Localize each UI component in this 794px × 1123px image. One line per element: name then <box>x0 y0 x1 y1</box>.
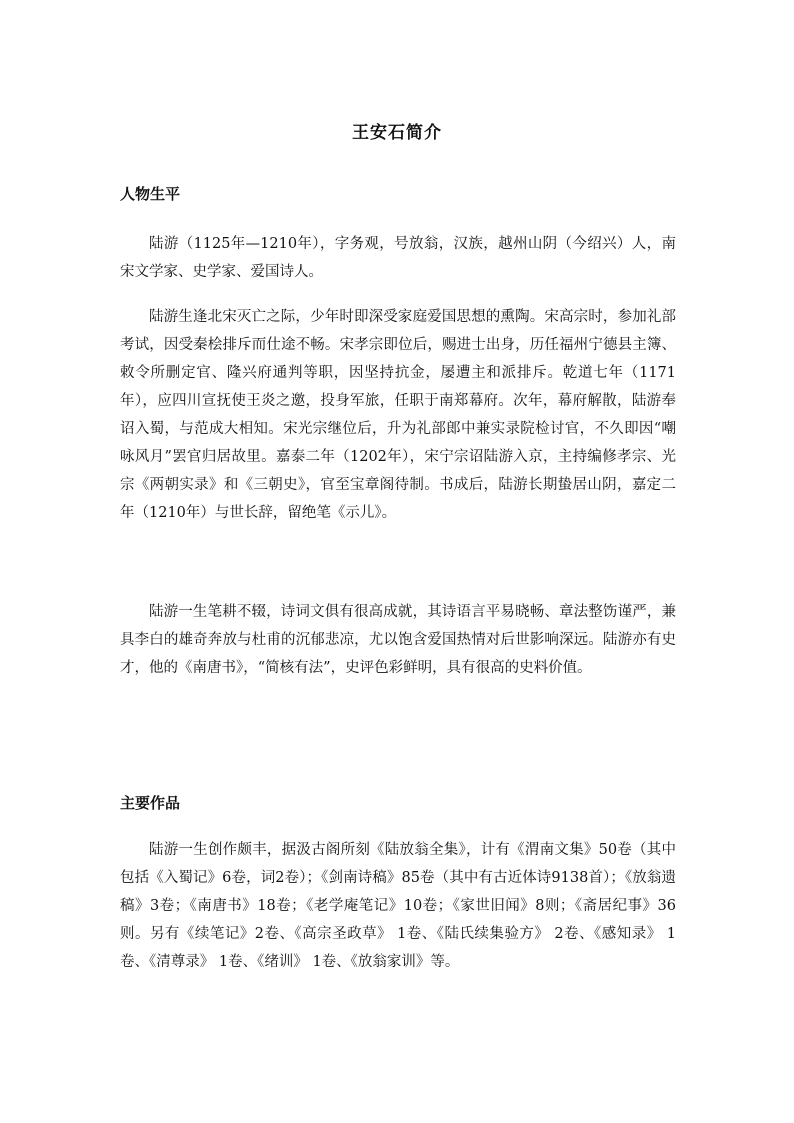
section-heading-works: 主要作品 <box>120 794 181 812</box>
section-heading-biography: 人物生平 <box>120 185 181 203</box>
page-title: 王安石简介 <box>352 123 442 143</box>
paragraph-achievements: 陆游一生笔耕不辍，诗词文俱有很高成就，其诗语言平易晓畅、章法整饬谨严，兼具李白的雄奇奔放与杜甫的沉郁悲凉，尤以饱含爱国热情对后世影响深远。陆游亦有史才，他的《南唐书》，“简核有法”，史评色彩鲜明，具有很高的史料价值。 <box>120 604 676 676</box>
paragraph-works: 陆游一生创作颇丰，据汲古阁所刻《陆放翁全集》，计有《渭南文集》50卷（其中包括《入蜀记》6卷，词2卷）；《剑南诗稿》85卷（其中有古近体诗9138首）；《放翁遗稿》3卷；《南唐书》18卷；《老学庵笔记》10卷；《家世旧闻》8则；《斋居纪事》36则。另有《续笔记》2卷、《高宗圣政草》 1卷、《陆氏续集验方》 2卷、《感知录》 1卷、《清尊录》 1卷、《绪训》 1卷、《放翁家训》等。 <box>120 842 676 970</box>
paragraph-intro: 陆游（1125年—1210年），字务观，号放翁，汉族，越州山阴（今绍兴）人，南宋文学家、史学家、爱国诗人。 <box>120 236 676 280</box>
paragraph-life: 陆游生逢北宋灭亡之际，少年时即深受家庭爱国思想的熏陶。宋高宗时，参加礼部考试，因受秦桧排斥而仕途不畅。宋孝宗即位后，赐进士出身，历任福州宁德县主簿、敕令所删定官、隆兴府通判等职，因坚持抗金，屡遭主和派排斥。乾道七年（1171年），应四川宣抚使王炎之邀，投身军旅，任职于南郑幕府。次年，幕府解散，陆游奉诏入蜀，与范成大相知。宋光宗继位后，升为礼部郎中兼实录院检讨官，不久即因“嘲咏风月”罢官归居故里。嘉泰二年（1202年），宋宁宗诏陆游入京，主持编修孝宗、光宗《两朝实录》和《三朝史》，官至宝章阁待制。书成后，陆游长期蛰居山阴，嘉定二年（1210年）与世长辞，留绝笔《示儿》。 <box>120 309 676 521</box>
